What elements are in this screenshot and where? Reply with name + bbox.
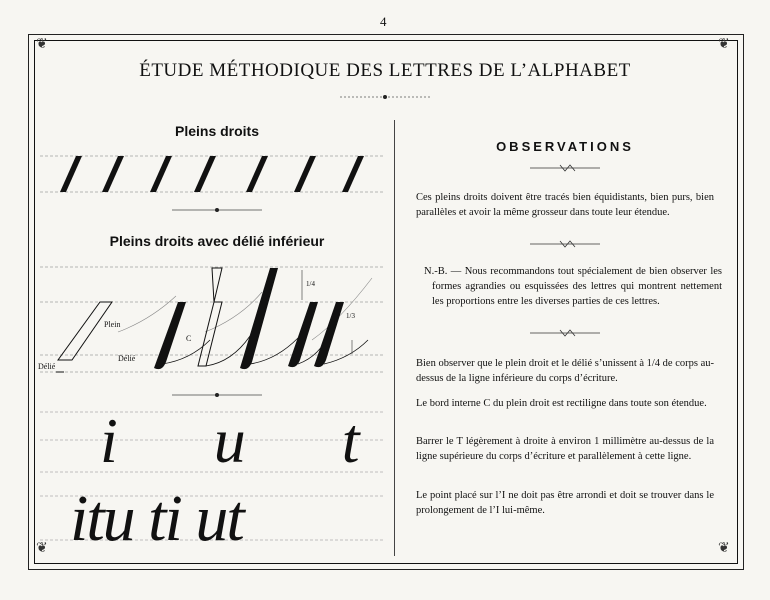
observation-paragraph: Ces pleins droits doivent être tracés bien équidistants, bien purs, bien parallèles et avoir la même grosseur dans toute leur étendue. <box>416 192 714 218</box>
section-heading-pleins-droits: Pleins droits <box>174 123 260 139</box>
model-letters-row1: i u t <box>100 405 400 476</box>
label-delie-inner: Délié <box>118 354 136 363</box>
observation-paragraph: Le bord interne C du plein droit est rectiligne dans toute son étendue. <box>416 398 707 409</box>
section-heading-pleins-droits-delie: Pleins droits avec délié inférieur <box>109 233 325 249</box>
label-delie-left: Délié <box>38 362 56 371</box>
page-number: 4 <box>380 14 387 29</box>
label-third: 1/3 <box>346 312 355 320</box>
corner-flourish-icon: ❦ <box>36 541 48 556</box>
label-plein: Plein <box>104 320 121 329</box>
observation-paragraph: Le point placé sur l’I ne doit pas être arrondi et doit se trouver dans le prolongement de l’I lui-même. <box>416 490 714 516</box>
corner-flourish-icon: ❦ <box>718 37 730 52</box>
label-quarter: 1/4 <box>306 280 315 288</box>
column-divider <box>394 120 395 556</box>
observation-paragraph: Bien observer que le plein droit et le délié s’unissent à 1/4 de corps au-dessus de la ligne inférieure du corps d’écriture. <box>416 358 714 384</box>
observation-paragraph: Barrer le T légèrement à droite à environ 1 millimètre au-dessus de la ligne supérieure du corps d’écriture et parallèlement à cette ligne. <box>416 436 714 462</box>
model-letters-row2: itu ti ut <box>70 482 243 555</box>
page-title: ÉTUDE MÉTHODIQUE DES LETTRES DE L’ALPHABET <box>139 60 631 81</box>
observation-paragraph-nb: N.-B. — Nous recommandons tout spécialement de bien observer les formes agrandies ou esquissées des lettres qui montrent nettement les proportions entre les diverses parties de ces lettres. <box>424 266 722 307</box>
corner-flourish-icon: ❦ <box>718 541 730 556</box>
corner-flourish-icon: ❦ <box>36 37 48 52</box>
observations-heading: OBSERVATIONS <box>496 139 634 154</box>
label-c: C <box>186 334 192 343</box>
